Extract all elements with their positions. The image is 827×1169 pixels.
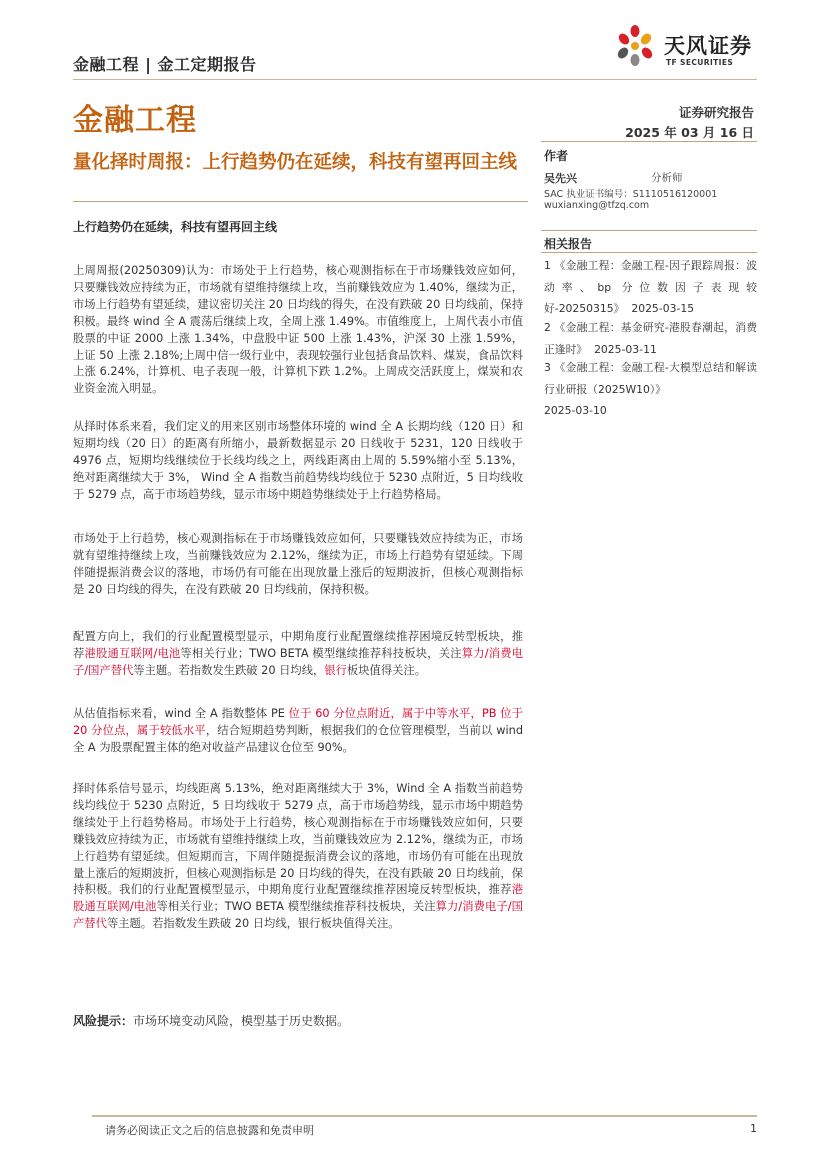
- related-reports-label: 相关报告: [544, 237, 593, 251]
- risk-warning: [73, 1012, 349, 1029]
- paragraph-text: 上周周报(20250309)认为：市场处于上行趋势，核心观测指标在于市场赚钱效应如何，只要赚钱效应持续为正，市场就有望维持继续上攻，当前赚钱效应为 1.40%，继续为正，市场上行趋势有望延续，建议密切关注 20 日均线的得失，在没有跌破 20 日均线前，保持积极。最终 wind 全 A 震荡后继续上攻，全周上涨 1.49%。市值维度上，上周代表小市值股票的中证 2000 上涨 1.34%，中盘股中证 500 上涨 1.43%，沪深 30 上涨 1.59%，上证 50 上涨 2.18%;上周中信一级行业中，表现较强行业包括食品饮料、煤炭，食品饮料上涨 6.24%，计算机、电子表现一般，计算机下跌 1.2%。上周成交活跃度上，煤炭和农业资金流入明显。: [73, 264, 523, 396]
- paragraph-text: [73, 706, 523, 757]
- logo-mark-icon: [612, 22, 658, 68]
- text-run: 从估值指标来看，wind 全 A 指数整体 PE: [73, 707, 289, 720]
- body-paragraph-2: [73, 419, 523, 504]
- header-section-label: 金融工程 | 金工定期报告: [73, 55, 257, 74]
- paragraph-text: 从择时体系来看，我们定义的用来区别市场整体环境的 wind 全 A 长期均线（120 日）和短期均线（20 日）的距离有所缩小，最新数据显示 20 日线收于 5231，120 日线收于 4976 点，短期均线继续位于长线均线之上，两线距离由上周的 5.59%缩小至 5.13%，绝对距离继续大于 3%， Wind 全 A 指数当前趋势线均线位于 5230 点附近，5 日均线收于 5279 点，高于市场趋势线，显示市场中期趋势继续处于上行趋势格局。: [73, 420, 523, 501]
- footer-disclaimer: 请务必阅读正文之后的信息披露和免责申明: [105, 1124, 314, 1137]
- related-report-date: 2025-03-15: [631, 302, 695, 315]
- text-run: 等主题。若指数发生跌破 20 日均线，: [133, 663, 325, 677]
- report-date: 2025 年 03 月 16 日: [625, 125, 754, 140]
- title-divider: [73, 201, 528, 202]
- sidebar-divider: [541, 252, 757, 253]
- body-paragraph-1: [73, 263, 523, 398]
- highlight-text: 港股通互联网/电池: [73, 883, 523, 914]
- body-paragraph-4: [73, 629, 523, 680]
- header-divider: [73, 79, 757, 80]
- highlight-text: 算力/消费电子/国产替代: [73, 646, 523, 677]
- paragraph-text: [73, 629, 523, 680]
- text-run: 配置方向上，我们的行业配置模型显示，中期角度行业配置继续推荐困境反转型板块，推荐: [73, 630, 523, 660]
- sidebar-divider-top: [541, 141, 757, 142]
- text-run: 等相关行业；TWO BETA 模型继续推荐科技板块，关注: [180, 646, 462, 660]
- highlight-text: 港股通互联网/电池: [84, 646, 181, 660]
- report-title: 量化择时周报：上行趋势仍在延续，科技有望再回主线: [73, 152, 518, 173]
- author-role: 分析师: [651, 172, 683, 184]
- paragraph-text: 市场处于上行趋势，核心观测指标在于市场赚钱效应如何，只要赚钱效应持续为正，市场就有望维持继续上攻，当前赚钱效应为 2.12%，继续为正，市场上行趋势有望延续。下周伴随提振消费会议的落地，市场仍有可能在出现放量上涨后的短期波折，但核心观测指标是 20 日均线的得失，在没有跌破 20 日均线前，保持积极。: [73, 532, 523, 596]
- paragraph-text: [73, 781, 523, 933]
- logo-text-cn: 天风证券: [664, 34, 752, 58]
- report-subtitle: 上行趋势仍在延续，科技有望再回主线: [73, 220, 278, 234]
- related-report-item[interactable]: [544, 357, 757, 422]
- tf-securities-logo: [612, 22, 762, 72]
- highlight-text: 银行: [324, 663, 347, 677]
- body-paragraph-3: [73, 531, 523, 599]
- risk-label: 风险提示：: [73, 1014, 134, 1028]
- author-name: 吴先兴: [544, 172, 577, 185]
- page-number: 1: [750, 1122, 757, 1135]
- author-section-label: 作者: [544, 149, 569, 163]
- body-paragraph-5: [73, 706, 523, 757]
- text-run: 等主题。若指数发生跌破 20 日均线，银行板块值得关注。: [106, 917, 400, 931]
- related-report-item[interactable]: [544, 255, 757, 320]
- text-run: 板块值得关注。: [346, 663, 427, 677]
- author-certificate: SAC 执业证书编号：S1110516120001: [544, 189, 718, 200]
- text-run: ，结合短期趋势判断，根据我们的仓位管理模型，当前以 wind 全 A 为股票配置主体的绝对收益产品建议仓位至 90%。: [73, 723, 523, 754]
- related-report-title: 2 《金融工程：基金研究-港股春潮起，消费正逢时》: [544, 321, 757, 356]
- text-run: 择时体系信号显示，均线距离 5.13%，绝对距离继续大于 3%，Wind 全 A 指数当前趋势线均线位于 5230 点附近，5 日均线收于 5279 点，高于市场趋势线，显示市场中期趋势继续处于上行趋势格局。市场处于上行趋势，核心观测指标在于市场赚钱效应如何，只要赚钱效应持续为正，市场就有望维持继续上攻，当前赚钱效应为 2.12%，继续为正，市场上行趋势有望延续。但短期而言，下周伴随提振消费会议的落地，市场仍有可能在出现放量上涨后的短期波折，但核心观测指标是 20 日均线的得失，在没有跌破 20 日均线前，保持积极。我们的行业配置模型显示，中期角度行业配置继续推荐困境反转型板块，推荐: [73, 782, 523, 897]
- body-paragraph-6: [73, 781, 523, 933]
- related-report-date: 2025-03-10: [544, 404, 607, 417]
- text-run: 等相关行业；TWO BETA 模型继续推荐科技板块，关注: [156, 900, 436, 914]
- related-report-title: 1 《金融工程：金融工程-因子跟踪周报：波动率、bp 分位数因子表现较好-20250315》: [544, 259, 757, 315]
- highlight-text: 位于 60 分位点附近，属于中等水平，PB 位于 20 分位点，属于较低水平: [73, 707, 523, 737]
- related-report-item[interactable]: [544, 317, 757, 360]
- category-title: 金融工程: [73, 103, 197, 138]
- report-type: 证券研究报告: [678, 105, 754, 120]
- highlight-text: 算力/消费电子/国产替代: [73, 900, 523, 931]
- sidebar-divider: [541, 230, 757, 231]
- related-report-title: 3 《金融工程：金融工程-大模型总结和解读行业研报（2025W10）》: [544, 361, 757, 396]
- author-email[interactable]: wuxianxing@tfzq.com: [544, 200, 650, 211]
- risk-text: 市场环境变动风险，模型基于历史数据。: [133, 1014, 350, 1028]
- logo-text-en: TF SECURITIES: [666, 58, 734, 67]
- related-report-date: 2025-03-11: [594, 342, 657, 356]
- footer-divider: [92, 1115, 757, 1117]
